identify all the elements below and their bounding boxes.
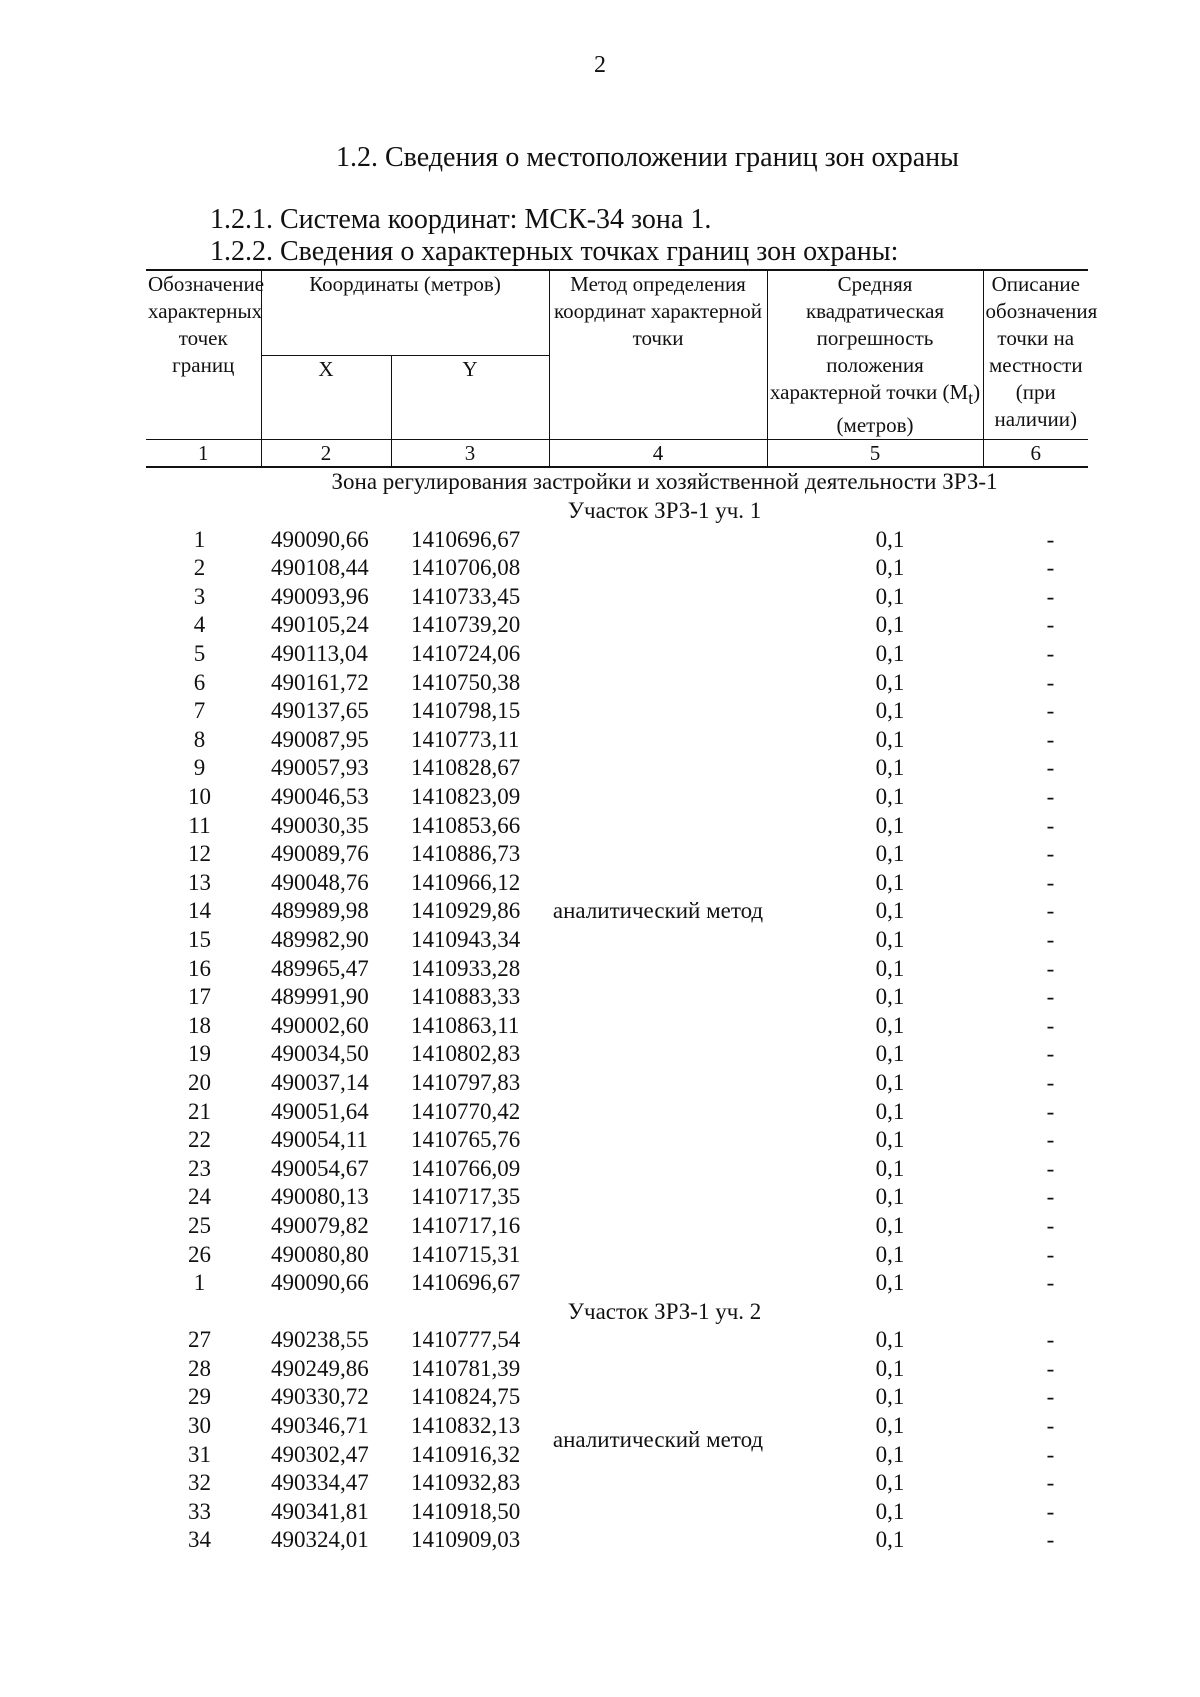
point-number: 29	[188, 1384, 211, 1410]
coord-y: 1410773,11	[411, 726, 520, 752]
coord-y: 1410909,03	[411, 1527, 521, 1553]
header-point-designation: Обозначение характерных точек границ	[146, 270, 261, 440]
coord-y: 1410966,12	[411, 869, 521, 895]
point-number: 31	[188, 1441, 211, 1467]
coord-y: 1410832,13	[411, 1413, 521, 1439]
table-body	[146, 467, 1088, 1555]
section-title-row	[146, 497, 1088, 526]
page-number: 2	[594, 52, 606, 78]
point-description: -	[1046, 1069, 1055, 1095]
point-description: -	[1046, 841, 1055, 867]
point-description: -	[1046, 1413, 1055, 1439]
table-header	[146, 270, 1098, 467]
coord-x: 490037,14	[271, 1069, 369, 1095]
coord-x: 490137,65	[271, 698, 369, 724]
point-number: 8	[193, 726, 206, 752]
coord-x: 490054,67	[271, 1155, 369, 1181]
coord-y: 1410717,35	[411, 1184, 521, 1210]
point-description: -	[1046, 1212, 1055, 1238]
point-number: 32	[188, 1470, 211, 1496]
coord-x: 490346,71	[271, 1413, 369, 1439]
point-number: 34	[188, 1527, 211, 1553]
coord-x: 490161,72	[271, 669, 369, 695]
coord-y: 1410886,73	[411, 841, 521, 867]
coord-y: 1410733,45	[411, 583, 521, 609]
point-description: -	[1046, 1270, 1055, 1296]
point-number: 33	[188, 1498, 211, 1524]
point-description: -	[1046, 1127, 1055, 1153]
error-value: 0,1	[875, 1441, 905, 1467]
coord-y: 1410717,16	[411, 1212, 521, 1238]
header-y: Y	[391, 356, 549, 440]
error-value: 0,1	[875, 898, 905, 924]
error-value: 0,1	[875, 583, 905, 609]
point-number: 21	[188, 1098, 211, 1124]
coord-x: 490090,66	[271, 526, 369, 552]
point-number: 11	[188, 812, 211, 838]
point-number: 1	[193, 1270, 206, 1296]
error-value: 0,1	[875, 1127, 905, 1153]
point-description: -	[1046, 984, 1055, 1010]
point-description: -	[1046, 1327, 1055, 1353]
error-value: 0,1	[875, 555, 905, 581]
zone-title: Зона регулирования застройки и хозяйственной деятельности ЗРЗ-1	[331, 469, 998, 495]
coord-x: 490080,80	[271, 1241, 369, 1267]
point-number: 26	[188, 1241, 211, 1267]
section-title: Участок ЗРЗ-1 уч. 2	[567, 1298, 762, 1324]
column-numbers-row	[146, 440, 1088, 468]
header-x: X	[261, 356, 391, 440]
coord-y: 1410828,67	[411, 755, 521, 781]
coord-y: 1410943,34	[411, 926, 521, 952]
coord-x: 490334,47	[271, 1470, 369, 1496]
coord-y: 1410918,50	[411, 1498, 521, 1524]
coord-y: 1410798,15	[411, 698, 521, 724]
coord-x: 489965,47	[271, 955, 369, 981]
point-description: -	[1046, 612, 1055, 638]
point-description: -	[1046, 583, 1055, 609]
error-value: 0,1	[875, 869, 905, 895]
error-value: 0,1	[875, 1041, 905, 1067]
table-row	[146, 1326, 1088, 1355]
error-value: 0,1	[875, 955, 905, 981]
header-error	[767, 270, 983, 440]
section-title: 1.2. Сведения о местоположении границ зон охраны	[336, 142, 959, 173]
coord-y: 1410853,66	[411, 812, 521, 838]
point-number: 28	[188, 1355, 211, 1381]
point-number: 20	[188, 1069, 211, 1095]
coord-y: 1410863,11	[411, 1012, 520, 1038]
point-number: 14	[188, 898, 211, 924]
error-value: 0,1	[875, 1212, 905, 1238]
coord-x: 490079,82	[271, 1212, 369, 1238]
point-description: -	[1046, 1498, 1055, 1524]
coord-x: 490324,01	[271, 1527, 369, 1553]
coord-x: 490238,55	[271, 1327, 369, 1353]
error-value: 0,1	[875, 669, 905, 695]
point-description: -	[1046, 869, 1055, 895]
coord-x: 490093,96	[271, 583, 369, 609]
coord-x: 490030,35	[271, 812, 369, 838]
point-number: 10	[188, 784, 211, 810]
zone-title-row	[146, 467, 1088, 497]
point-number: 24	[188, 1184, 211, 1210]
error-value: 0,1	[875, 1413, 905, 1439]
point-description: -	[1046, 1441, 1055, 1467]
point-description: -	[1046, 898, 1055, 924]
error-value: 0,1	[875, 1184, 905, 1210]
point-description: -	[1046, 669, 1055, 695]
point-number: 4	[193, 612, 206, 638]
error-value: 0,1	[875, 698, 905, 724]
coord-y: 1410750,38	[411, 669, 521, 695]
coord-x: 490034,50	[271, 1041, 369, 1067]
point-number: 17	[188, 984, 211, 1010]
error-value: 0,1	[875, 926, 905, 952]
coord-y: 1410781,39	[411, 1355, 521, 1381]
section-title: Участок ЗРЗ-1 уч. 1	[567, 498, 762, 524]
coord-y: 1410724,06	[411, 641, 521, 667]
coord-y: 1410823,09	[411, 784, 521, 810]
point-number: 25	[188, 1212, 211, 1238]
coordinate-system-line: 1.2.1. Система координат: МСК-34 зона 1.	[210, 204, 712, 235]
error-value: 0,1	[875, 1098, 905, 1124]
error-value: 0,1	[875, 784, 905, 810]
coord-y: 1410824,75	[411, 1384, 521, 1410]
coord-x: 490090,66	[271, 1270, 369, 1296]
column-number: 5	[767, 440, 983, 468]
error-value: 0,1	[875, 1327, 905, 1353]
point-description: -	[1046, 1155, 1055, 1181]
coord-x: 490046,53	[271, 784, 369, 810]
coord-y: 1410777,54	[411, 1327, 521, 1353]
error-value: 0,1	[875, 812, 905, 838]
coord-y: 1410765,76	[411, 1127, 521, 1153]
point-number: 15	[188, 926, 211, 952]
coord-y: 1410739,20	[411, 612, 521, 638]
table-row	[146, 525, 1088, 554]
error-value: 0,1	[875, 612, 905, 638]
coord-x: 489982,90	[271, 926, 369, 952]
coord-x: 489991,90	[271, 984, 369, 1010]
point-description: -	[1046, 926, 1055, 952]
coord-y: 1410696,67	[411, 1270, 521, 1296]
error-value: 0,1	[875, 641, 905, 667]
point-description: -	[1046, 1012, 1055, 1038]
coord-y: 1410802,83	[411, 1041, 521, 1067]
point-number: 27	[188, 1327, 211, 1353]
point-number: 3	[193, 583, 206, 609]
error-value: 0,1	[875, 1270, 905, 1296]
points-info-line: 1.2.2. Сведения о характерных точках границ зон охраны:	[210, 236, 899, 267]
coord-x: 490302,47	[271, 1441, 369, 1467]
coord-y: 1410929,86	[411, 898, 521, 924]
coord-x: 490105,24	[271, 612, 369, 638]
coord-x: 490249,86	[271, 1355, 369, 1381]
header-coordinates: Координаты (метров)	[261, 270, 549, 356]
coord-y: 1410883,33	[411, 984, 521, 1010]
header-error-units: ) (метров)	[836, 380, 981, 438]
coord-y: 1410933,28	[411, 955, 521, 981]
header-error-subscript: t	[968, 388, 974, 409]
section-title-row	[146, 1297, 1088, 1326]
coord-x: 490089,76	[271, 841, 369, 867]
point-number: 13	[188, 869, 211, 895]
column-number: 1	[146, 440, 261, 468]
header-method: Метод определения координат характерной точки	[549, 270, 767, 440]
coord-y: 1410715,31	[411, 1241, 521, 1267]
coord-y: 1410706,08	[411, 555, 521, 581]
point-description: -	[1046, 1355, 1055, 1381]
coord-y: 1410932,83	[411, 1470, 521, 1496]
point-number: 7	[193, 698, 206, 724]
header-error-text: Средняя квадратическая погрешность положения характерной точки (M	[769, 272, 969, 404]
coord-y: 1410696,67	[411, 526, 521, 552]
error-value: 0,1	[875, 755, 905, 781]
point-number: 5	[193, 641, 206, 667]
coord-x: 489989,98	[271, 898, 369, 924]
error-value: 0,1	[875, 726, 905, 752]
coord-x: 490080,13	[271, 1184, 369, 1210]
error-value: 0,1	[875, 1069, 905, 1095]
error-value: 0,1	[875, 1241, 905, 1267]
point-description: -	[1046, 1184, 1055, 1210]
point-description: -	[1046, 1527, 1055, 1553]
point-description: -	[1046, 1241, 1055, 1267]
point-description: -	[1046, 1384, 1055, 1410]
error-value: 0,1	[875, 1470, 905, 1496]
point-number: 30	[188, 1413, 211, 1439]
point-description: -	[1046, 784, 1055, 810]
coord-x: 490341,81	[271, 1498, 369, 1524]
error-value: 0,1	[875, 1355, 905, 1381]
point-description: -	[1046, 1041, 1055, 1067]
column-number: 4	[549, 440, 767, 468]
error-value: 0,1	[875, 1012, 905, 1038]
boundary-points-table	[146, 269, 1098, 1555]
point-number: 12	[188, 841, 211, 867]
coord-x: 490113,04	[271, 641, 368, 667]
point-description: -	[1046, 1098, 1055, 1124]
point-number: 9	[193, 755, 206, 781]
coord-x: 490048,76	[271, 869, 369, 895]
point-number: 22	[188, 1127, 211, 1153]
point-number: 23	[188, 1155, 211, 1181]
coord-x: 490087,95	[271, 726, 369, 752]
error-value: 0,1	[875, 1155, 905, 1181]
error-value: 0,1	[875, 1498, 905, 1524]
coord-y: 1410770,42	[411, 1098, 521, 1124]
method-cell: аналитический метод	[552, 1427, 764, 1453]
point-number: 18	[188, 1012, 211, 1038]
coord-x: 490051,64	[271, 1098, 369, 1124]
coord-x: 490054,11	[271, 1127, 368, 1153]
error-value: 0,1	[875, 984, 905, 1010]
error-value: 0,1	[875, 1527, 905, 1553]
header-description: Описание обозначения точки на местности (при наличии)	[983, 270, 1088, 440]
point-description: -	[1046, 1470, 1055, 1496]
coord-y: 1410766,09	[411, 1155, 521, 1181]
coord-y: 1410916,32	[411, 1441, 521, 1467]
coord-x: 490108,44	[271, 555, 369, 581]
coord-y: 1410797,83	[411, 1069, 521, 1095]
point-description: -	[1046, 726, 1055, 752]
column-number: 6	[983, 440, 1088, 468]
point-description: -	[1046, 812, 1055, 838]
method-cell: аналитический метод	[552, 898, 764, 924]
point-number: 16	[188, 955, 211, 981]
point-number: 6	[193, 669, 206, 695]
point-number: 2	[193, 555, 206, 581]
point-description: -	[1046, 955, 1055, 981]
point-description: -	[1046, 698, 1055, 724]
column-number: 3	[391, 440, 549, 468]
coord-x: 490057,93	[271, 755, 369, 781]
point-description: -	[1046, 641, 1055, 667]
point-number: 19	[188, 1041, 211, 1067]
error-value: 0,1	[875, 841, 905, 867]
point-description: -	[1046, 526, 1055, 552]
point-description: -	[1046, 555, 1055, 581]
point-description: -	[1046, 755, 1055, 781]
column-number: 2	[261, 440, 391, 468]
point-number: 1	[193, 526, 206, 552]
coord-x: 490002,60	[271, 1012, 369, 1038]
error-value: 0,1	[875, 1384, 905, 1410]
error-value: 0,1	[875, 526, 905, 552]
coord-x: 490330,72	[271, 1384, 369, 1410]
